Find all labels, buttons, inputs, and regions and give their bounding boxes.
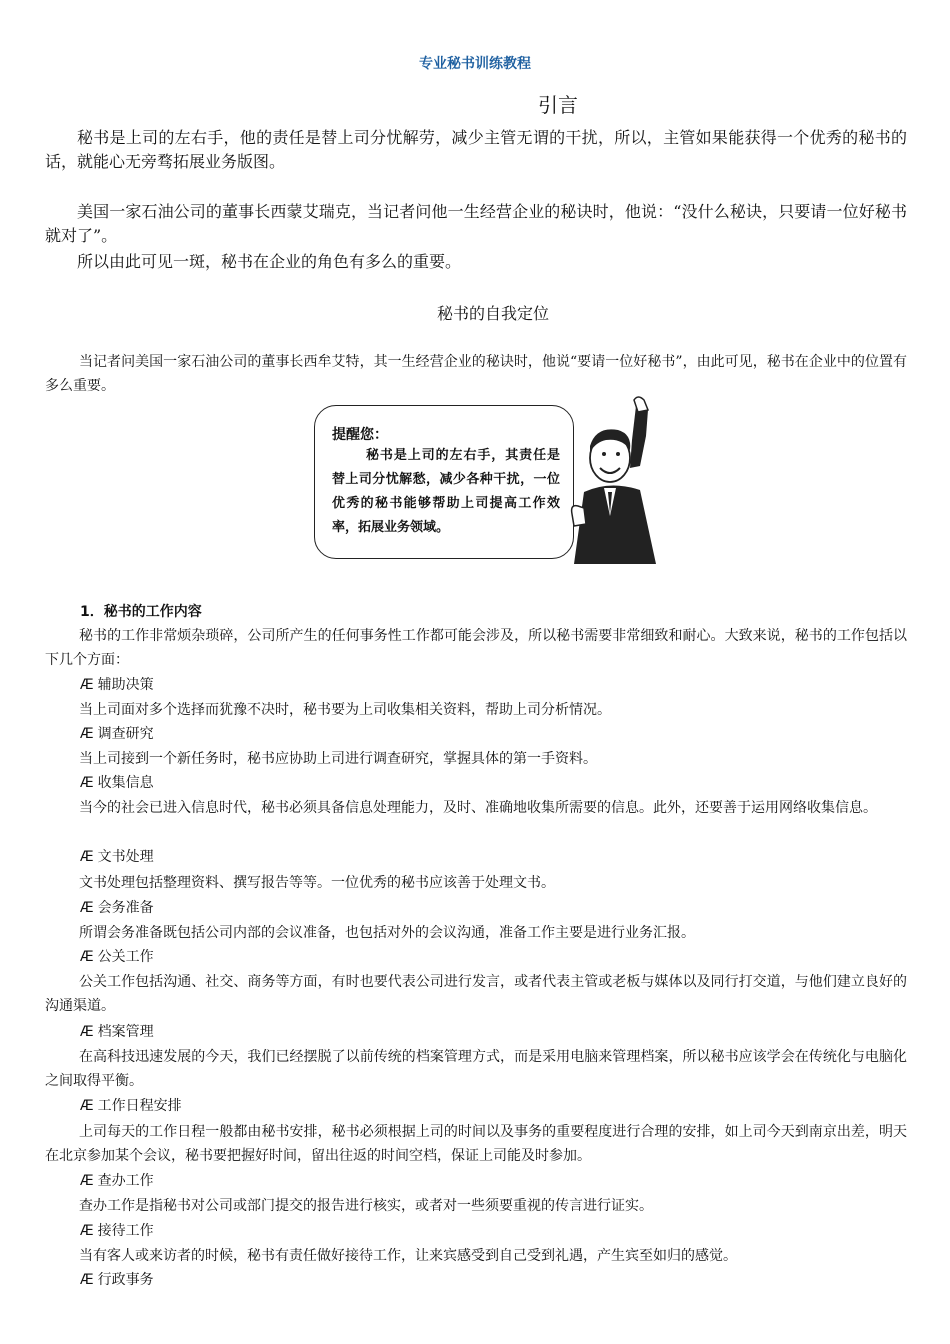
bullet-item-desc: 当上司接到一个新任务时，秘书应协助上司进行调查研究，掌握具体的第一手资料。 <box>79 751 597 767</box>
pointing-businessman-illustration <box>566 396 676 566</box>
bullet-mark: Æ <box>80 677 94 693</box>
intro-paragraph-3: 所以由此可见一斑，秘书在企业的角色有多么的重要。 <box>77 252 462 271</box>
bullet-mark: Æ <box>80 900 94 916</box>
bullet-item-desc: 当有客人或来访者的时候，秘书有责任做好接待工作，让来宾感受到自己受到礼遇，产生宾至如归的感觉。 <box>79 1248 737 1264</box>
bullet-item-title: Æ 文书处理 <box>80 849 154 865</box>
bullet-item-desc: 当上司面对多个选择而犹豫不决时，秘书要为上司收集相关资料，帮助上司分析情况。 <box>79 702 611 718</box>
bullet-mark: Æ <box>80 1024 94 1040</box>
intro-heading: 引言 <box>538 93 578 117</box>
bullet-item-desc: 所谓会务准备既包括公司内部的会议准备，也包括对外的会议沟通，准备工作主要是进行业务汇报。 <box>79 925 695 941</box>
self-position-heading: 秘书的自我定位 <box>436 304 549 323</box>
document-title: 专业秘书训练教程 <box>419 56 531 72</box>
bullet-item-title: Æ 档案管理 <box>80 1024 154 1040</box>
bullet-mark: Æ <box>80 949 94 965</box>
bullet-mark: Æ <box>80 775 94 791</box>
bullet-item-title: Æ 行政事务 <box>80 1272 154 1288</box>
bullet-item-desc: 文书处理包括整理资料、撰写报告等等。一位优秀的秘书应该善于处理文书。 <box>79 875 555 891</box>
bullet-mark: Æ <box>80 726 94 742</box>
bullet-mark: Æ <box>80 849 94 865</box>
work-section-heading: 1．秘书的工作内容 <box>80 604 202 620</box>
intro-paragraph-2: 美国一家石油公司的董事长西蒙艾瑞克，当记者问他一生经营企业的秘诀时，他说：“没什么秘诀，只要请一位好秘书就对了”。 <box>45 202 907 245</box>
bullet-item-title: Æ 会务准备 <box>80 900 154 916</box>
bullet-item-title: Æ 公关工作 <box>80 949 154 965</box>
bullet-item-title: Æ 收集信息 <box>80 775 154 791</box>
work-intro-paragraph: 秘书的工作非常烦杂琐碎，公司所产生的任何事务性工作都可能会涉及，所以秘书需要非常细致和耐心。大致来说，秘书的工作包括以下几个方面： <box>45 628 907 668</box>
bullet-item-desc: 公关工作包括沟通、社交、商务等方面，有时也要代表公司进行发言，或者代表主管或老板与媒体以及同行打交道，与他们建立良好的沟通渠道。 <box>45 974 907 1014</box>
bullet-item-title: Æ 调查研究 <box>80 726 154 742</box>
bullet-item-desc: 当今的社会已进入信息时代，秘书必须具备信息处理能力，及时、准确地收集所需要的信息。此外，还要善于运用网络收集信息。 <box>79 800 877 816</box>
reminder-text: 秘书是上司的左右手，其责任是替上司分忧解愁，减少各种干扰，一位优秀的秘书能够帮助上司提高工作效率，拓展业务领域。 <box>332 448 560 535</box>
reminder-title: 提醒您： <box>332 427 388 443</box>
bullet-item-desc: 在高科技迅速发展的今天，我们已经摆脱了以前传统的档案管理方式，而是采用电脑来管理档案，所以秘书应该学会在传统化与电脑化之间取得平衡。 <box>45 1049 907 1089</box>
bullet-item-desc: 上司每天的工作日程一般都由秘书安排，秘书必须根据上司的时间以及事务的重要程度进行合理的安排，如上司今天到南京出差，明天在北京参加某个会议，秘书要把握好时间，留出往返的时间空档，保证上司能及时参加。 <box>45 1124 907 1164</box>
bullet-mark: Æ <box>80 1098 94 1114</box>
bullet-item-title: Æ 辅助决策 <box>80 677 154 693</box>
bullet-item-title: Æ 查办工作 <box>80 1173 154 1189</box>
bullet-item-title: Æ 工作日程安排 <box>80 1098 182 1114</box>
bullet-mark: Æ <box>80 1272 94 1288</box>
intro-paragraph-1: 秘书是上司的左右手，他的责任是替上司分忧解劳，减少主管无谓的干扰，所以，主管如果能获得一个优秀的秘书的话，就能心无旁骛拓展业务版图。 <box>45 128 907 171</box>
bullet-mark: Æ <box>80 1223 94 1239</box>
bullet-item-desc: 查办工作是指秘书对公司或部门提交的报告进行核实，或者对一些须要重视的传言进行证实。 <box>79 1198 653 1214</box>
bullet-mark: Æ <box>80 1173 94 1189</box>
bullet-item-title: Æ 接待工作 <box>80 1223 154 1239</box>
self-position-paragraph: 当记者问美国一家石油公司的董事长西牟艾特，其一生经营企业的秘诀时，他说“要请一位好秘书”，由此可见，秘书在企业中的位置有多么重要。 <box>45 354 907 394</box>
